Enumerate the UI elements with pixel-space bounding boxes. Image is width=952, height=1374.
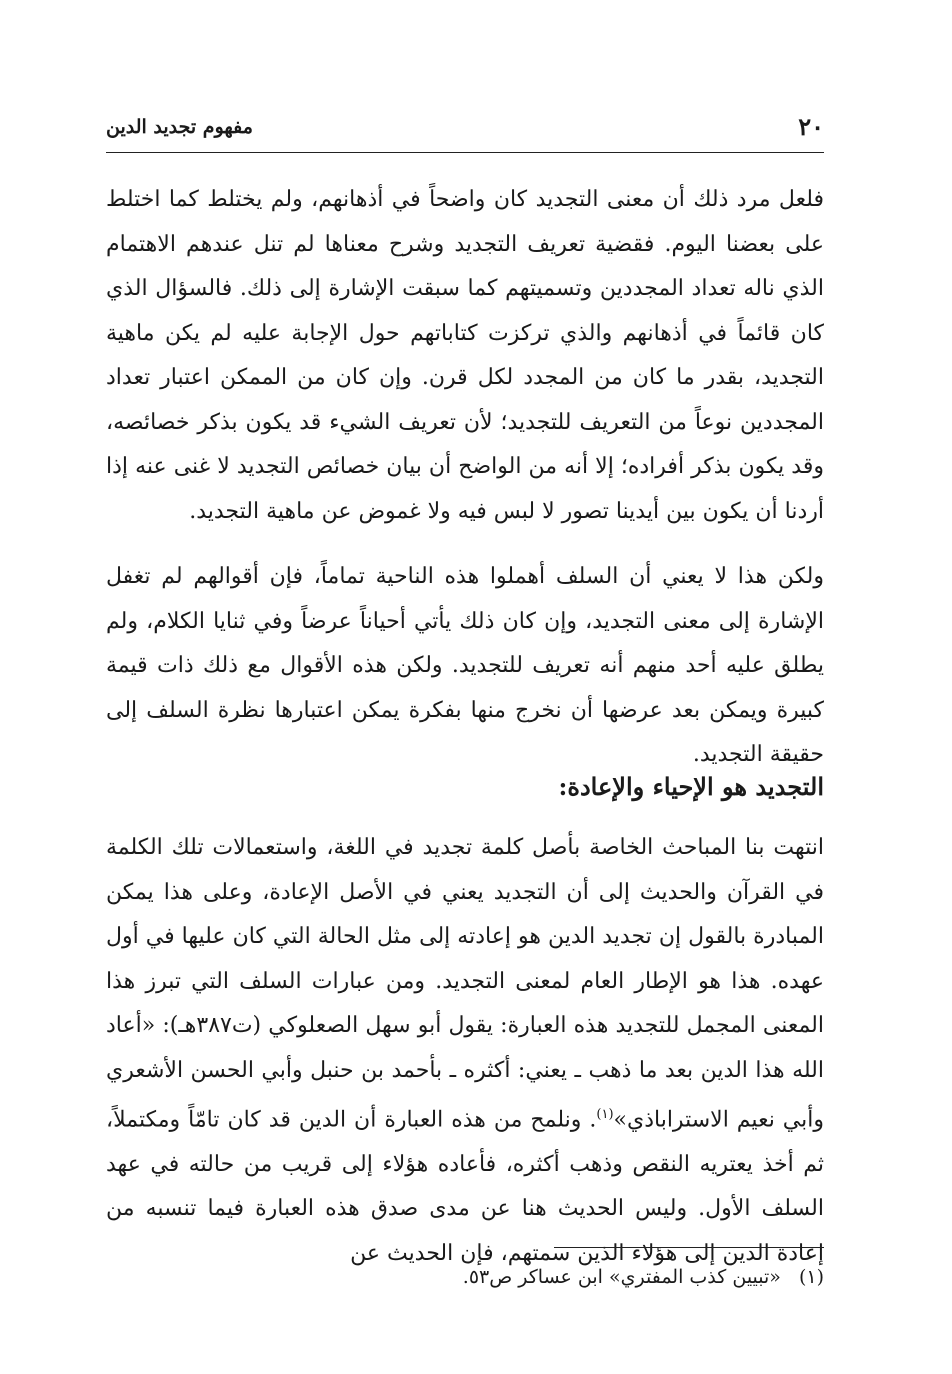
footnote-text: «تبيين كذب المفتري» ابن عساكر ص٥٣.	[462, 1266, 781, 1288]
page-number: ٢٠	[798, 112, 824, 141]
paragraph-1	[106, 178, 824, 534]
paragraph-2	[106, 555, 824, 778]
paragraph-3-text	[106, 826, 824, 1276]
section-heading: التجديد هو الإحياء والإعادة:	[558, 772, 824, 801]
running-header	[106, 112, 824, 153]
paragraph-3-part-1: انتهت بنا المباحث الخاصة بأصل كلمة تجديد في اللغة، واستعمالات تلك الكلمة في القرآن والحديث إلى أن التجديد يعني في الأصل الإعادة، وعلى هذا يمكن المبادرة بالقول إن تجديد الدين هو إعادته إلى مثل الحالة التي كان عليها في أول عهده. هذا هو الإطار العام لمعنى التجديد. ومن عبارات السلف التي تبرز هذا المعنى المجمل للتجديد هذه العبارة: يقول أبو سهل الصعلوكي (ت٣٨٧هـ): «أعاد الله هذا الدين بعد ما ذهب ـ يعني: أكثره ـ بأحمد بن حنبل وأبي الحسن الأشعري وأبي نعيم الاستراباذي»	[106, 835, 825, 1133]
chapter-title: مفهوم تجديد الدين	[106, 116, 253, 138]
paragraph-3-part-2: . ونلمح من هذه العبارة أن الدين قد كان تامّاً ومكتملاً، ثم أخذ يعتريه النقص وذهب أكثره، فأعاده هؤلاء إلى قريب من حالته في عهد السلف الأول. وليس الحديث هنا عن مدى صدق هذه العبارة فيما تنسبه من إعادة الدين إلى هؤلاء الذين سمتهم، فإن الحديث عن	[106, 1107, 824, 1266]
footnote-separator	[554, 1247, 824, 1248]
footnote	[106, 1262, 824, 1292]
paragraph-3	[106, 826, 824, 1276]
paragraph-2-text: ولكن هذا لا يعني أن السلف أهملوا هذه الناحية تماماً، فإن أقوالهم لم تغفل الإشارة إلى معنى التجديد، وإن كان ذلك يأتي أحياناً عرضاً وفي ثنايا الكلام، ولم يطلق عليه أحد منهم أنه تعريف للتجديد. ولكن هذه الأقوال مع ذلك ذات قيمة كبيرة ويمكن بعد عرضها أن نخرج منها بفكرة يمكن اعتبارها نظرة السلف إلى حقيقة التجديد.	[106, 564, 824, 767]
footnote-reference[interactable]: (١)	[596, 1107, 614, 1122]
paragraph-1-text: فلعل مرد ذلك أن معنى التجديد كان واضحاً في أذهانهم، ولم يختلط كما اختلط على بعضنا اليوم. فقضية تعريف التجديد وشرح معناها لم تنل عندهم الاهتمام الذي ناله تعداد المجددين وتسميتهم كما سبقت الإشارة إلى ذلك. فالسؤال الذي كان قائماً في أذهانهم والذي تركزت كتاباتهم حول الإجابة عليه لم يكن ماهية التجديد، بقدر ما كان من المجدد لكل قرن. وإن كان من الممكن اعتبار تعداد المجددين نوعاً من التعريف للتجديد؛ لأن تعريف الشيء قد يكون بذكر خصائصه، وقد يكون بذكر أفراده؛ إلا أنه من الواضح أن بيان خصائص التجديد لا غنى عنه إذا أردنا أن يكون بين أيدينا تصور لا لبس فيه ولا غموض عن ماهية التجديد.	[106, 187, 824, 524]
footnote-number: (١)	[798, 1266, 824, 1288]
